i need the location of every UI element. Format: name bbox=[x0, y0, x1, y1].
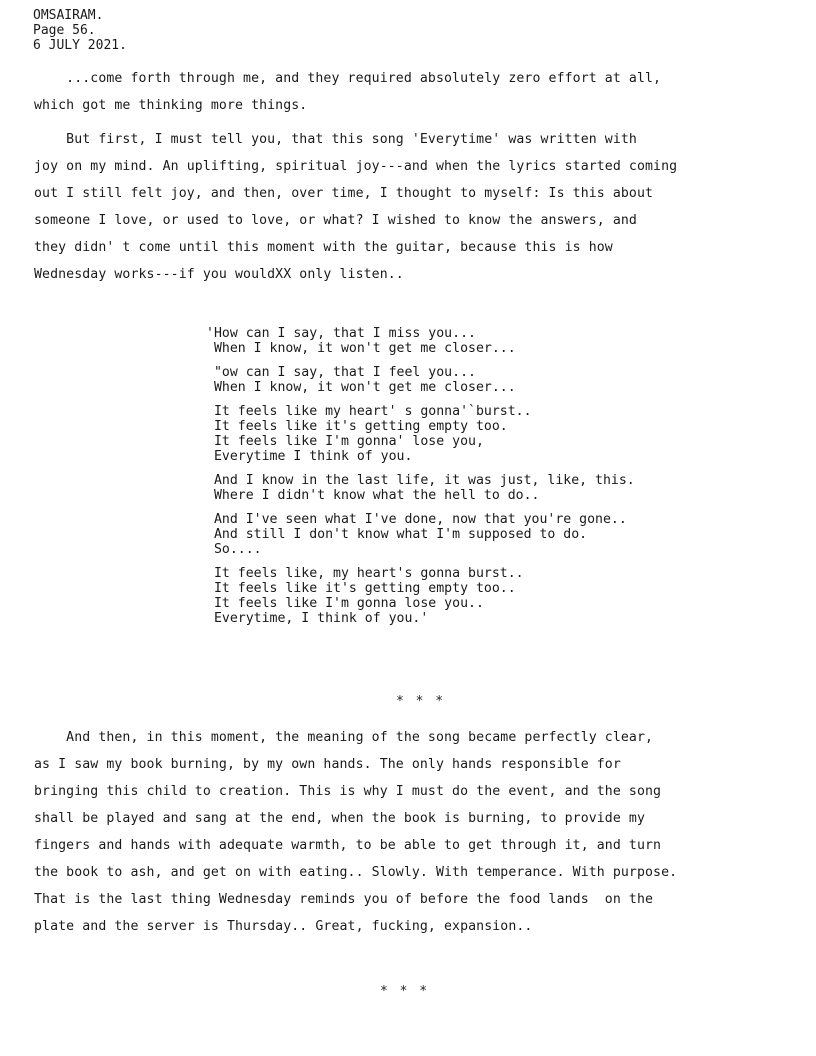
lyric-line: Everytime, I think of you.' bbox=[206, 611, 429, 626]
lyrics-stanza bbox=[206, 473, 635, 503]
paragraph-2 bbox=[34, 126, 814, 288]
paragraph-line: the book to ash, and get on with eating.. Slowly. With temperance. With purpose. bbox=[34, 865, 678, 880]
lyric-line: Where I didn't know what the hell to do.. bbox=[206, 488, 540, 503]
paragraph-3 bbox=[34, 724, 814, 940]
lyric-line: Everytime I think of you. bbox=[206, 449, 413, 464]
lyrics-stanza bbox=[206, 512, 635, 557]
paragraph-line: That is the last thing Wednesday reminds you of before the food lands on the bbox=[34, 892, 654, 907]
lyrics-stanza bbox=[206, 566, 635, 626]
paragraph-line: shall be played and sang at the end, when the book is burning, to provide my bbox=[34, 811, 646, 826]
lyric-line: It feels like it's getting empty too.. bbox=[206, 581, 516, 596]
lyrics-stanza bbox=[206, 365, 635, 395]
lyric-line: When I know, it won't get me closer... bbox=[206, 341, 516, 356]
paragraph-line: they didn' t come until this moment with the guitar, because this is how bbox=[34, 240, 613, 255]
lyric-line: So.... bbox=[206, 542, 262, 557]
header-title: OMSAIRAM. bbox=[33, 8, 104, 23]
paragraph-line: plate and the server is Thursday.. Great, fucking, expansion.. bbox=[34, 919, 533, 934]
lyric-line: When I know, it won't get me closer... bbox=[206, 380, 516, 395]
paragraph-line: out I still felt joy, and then, over time, I thought to myself: Is this about bbox=[34, 186, 654, 201]
header-date: 6 JULY 2021. bbox=[33, 38, 127, 53]
lyric-line: It feels like my heart' s gonna'`burst.. bbox=[206, 404, 532, 419]
song-lyrics bbox=[206, 326, 635, 635]
lyric-line: It feels like I'm gonna' lose you, bbox=[206, 434, 484, 449]
paragraph-1 bbox=[34, 65, 814, 119]
lyric-line: "ow can I say, that I feel you... bbox=[206, 365, 476, 380]
section-separator: * * * bbox=[396, 694, 446, 709]
paragraph-line: But first, I must tell you, that this song 'Everytime' was written with bbox=[34, 132, 637, 147]
lyric-line: And I know in the last life, it was just, like, this. bbox=[206, 473, 635, 488]
lyrics-stanza bbox=[206, 326, 635, 356]
lyric-line: It feels like it's getting empty too. bbox=[206, 419, 508, 434]
paragraph-line: fingers and hands with adequate warmth, to be able to get through it, and turn bbox=[34, 838, 662, 853]
lyric-line: And I've seen what I've done, now that you're gone.. bbox=[206, 512, 627, 527]
paragraph-line: joy on my mind. An uplifting, spiritual joy---and when the lyrics started coming bbox=[34, 159, 678, 174]
paragraph-line: as I saw my book burning, by my own hands. The only hands responsible for bbox=[34, 757, 621, 772]
lyric-line: 'How can I say, that I miss you... bbox=[206, 326, 476, 341]
paragraph-line: And then, in this moment, the meaning of the song became perfectly clear, bbox=[34, 730, 654, 745]
paragraph-line: ...come forth through me, and they required absolutely zero effort at all, bbox=[34, 71, 662, 86]
lyric-line: It feels like, my heart's gonna burst.. bbox=[206, 566, 524, 581]
lyric-line: And still I don't know what I'm supposed to do. bbox=[206, 527, 588, 542]
paragraph-line: which got me thinking more things. bbox=[34, 98, 308, 113]
section-separator: * * * bbox=[380, 984, 430, 999]
paragraph-line: someone I love, or used to love, or what? I wished to know the answers, and bbox=[34, 213, 637, 228]
page-header bbox=[33, 8, 127, 53]
lyric-line: It feels like I'm gonna lose you.. bbox=[206, 596, 484, 611]
paragraph-line: Wednesday works---if you wouldXX only listen.. bbox=[34, 267, 404, 282]
lyrics-stanza bbox=[206, 404, 635, 464]
paragraph-line: bringing this child to creation. This is why I must do the event, and the song bbox=[34, 784, 662, 799]
header-page-number: Page 56. bbox=[33, 23, 96, 38]
